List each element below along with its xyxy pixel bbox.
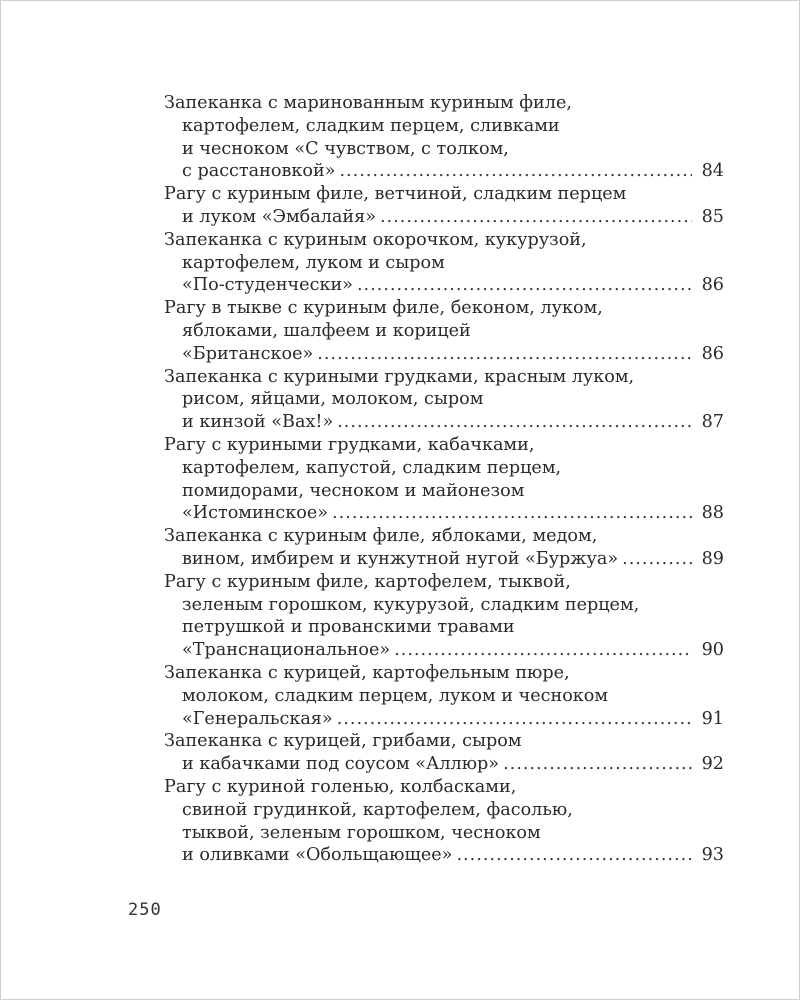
- toc-entry-title-end: и кабачками под соусом «Аллюр»: [182, 754, 500, 775]
- toc-entry-line: тыквой, зеленым горошком, чесноком: [182, 822, 541, 843]
- dot-leader: [456, 844, 692, 867]
- toc-entry-last-line: [164, 548, 724, 571]
- toc-entry-title-end: вином, имбирем и кунжутной нугой «Буржуа»: [182, 548, 619, 569]
- toc-entry: [164, 229, 724, 297]
- toc-entry: [164, 183, 724, 229]
- toc-entry-last-line: [164, 844, 724, 867]
- page-number: 250: [128, 900, 162, 920]
- toc-entry-last-line: [164, 206, 724, 229]
- toc-entry-title-end: и оливками «Обольщающее»: [182, 845, 453, 866]
- toc-entry-line: зеленым горошком, кукурузой, сладким перцем,: [182, 594, 640, 615]
- toc-entry-line: Рагу с куриной голенью, колбасками,: [164, 776, 517, 797]
- toc-entry-title-end: с расстановкой»: [182, 161, 336, 182]
- toc-entry-page: 89: [701, 548, 724, 569]
- toc-entry-last-line: [164, 753, 724, 776]
- toc-entry-line: Рагу в тыкве с куриным филе, беконом, луком,: [164, 298, 603, 319]
- toc-entry: [164, 776, 724, 867]
- toc-entry-title-end: «Генеральская»: [182, 708, 333, 729]
- toc-entry: [164, 366, 724, 434]
- dot-leader: [339, 160, 692, 183]
- toc-entry-line: картофелем, капустой, сладким перцем,: [182, 457, 562, 478]
- toc-entry-line: Запеканка с курицей, картофельным пюре,: [164, 662, 570, 683]
- toc-entry-line: Запеканка с куриными грудками, красным луком,: [164, 366, 635, 387]
- toc-entry-page: 85: [701, 206, 724, 227]
- toc-entry-title-end: «По-студенчески»: [182, 275, 353, 296]
- toc-entry: [164, 571, 724, 662]
- toc-entry-line: помидорами, чесноком и майонезом: [182, 480, 525, 501]
- dot-leader: [337, 708, 692, 731]
- toc-entry-last-line: [164, 274, 724, 297]
- toc-entry-last-line: [164, 708, 724, 731]
- toc-entry-line: рисом, яйцами, молоком, сыром: [182, 389, 484, 410]
- toc-entry-last-line: [164, 502, 724, 525]
- toc-entry-page: 86: [701, 275, 724, 296]
- toc-entry-line: картофелем, луком и сыром: [182, 252, 445, 273]
- toc-entry-line: свиной грудинкой, картофелем, фасолью,: [182, 799, 573, 820]
- toc-entry-line: Рагу с куриными грудками, кабачками,: [164, 434, 535, 455]
- toc-entry-title-end: и кинзой «Вах!»: [182, 412, 334, 433]
- dot-leader: [357, 274, 692, 297]
- toc-entry-line: молоком, сладким перцем, луком и чесноком: [182, 685, 609, 706]
- toc-entry-page: 84: [701, 161, 724, 182]
- toc-entry-title-end: и луком «Эмбалайя»: [182, 206, 376, 227]
- toc-entry-title-end: «Британское»: [182, 343, 314, 364]
- toc-entry-line: Запеканка с куриным окорочком, кукурузой,: [164, 229, 587, 250]
- toc-entry: [164, 92, 724, 183]
- toc-entry-title-end: «Транснациональное»: [182, 640, 391, 661]
- toc-entry-line: Рагу с куриным филе, ветчиной, сладким перцем: [164, 184, 627, 205]
- toc-entry-page: 90: [701, 640, 724, 661]
- toc-entry: [164, 434, 724, 525]
- toc-entry-line: картофелем, сладким перцем, сливками: [182, 115, 560, 136]
- toc-entry-page: 93: [701, 845, 724, 866]
- toc-entry-page: 88: [701, 503, 724, 524]
- dot-leader: [317, 343, 692, 366]
- toc-entry-line: Запеканка с курицей, грибами, сыром: [164, 731, 522, 752]
- toc-entry: [164, 525, 724, 571]
- toc-entry-line: яблоками, шалфеем и корицей: [182, 320, 471, 341]
- toc-entry-line: Рагу с куриным филе, картофелем, тыквой,: [164, 571, 571, 592]
- toc-entry: [164, 297, 724, 365]
- dot-leader: [622, 548, 692, 571]
- toc-entry-page: 91: [701, 708, 724, 729]
- toc-entry-page: 87: [701, 412, 724, 433]
- toc-entry: [164, 730, 724, 776]
- toc-entry-line: петрушкой и прованскими травами: [182, 617, 515, 638]
- toc-entry-line: Запеканка с куриным филе, яблоками, медом,: [164, 526, 598, 547]
- dot-leader: [503, 753, 692, 776]
- toc-entry-line: и чесноком «С чувством, с толком,: [182, 138, 509, 159]
- toc-entry-last-line: [164, 343, 724, 366]
- toc-entry-last-line: [164, 160, 724, 183]
- toc-entry-last-line: [164, 411, 724, 434]
- dot-leader: [337, 411, 692, 434]
- toc-entry-last-line: [164, 639, 724, 662]
- toc-entry-line: Запеканка с маринованным куриным филе,: [164, 93, 572, 113]
- dot-leader: [332, 502, 692, 525]
- toc-entry: [164, 662, 724, 730]
- toc-entry-title-end: «Истоминское»: [182, 503, 329, 524]
- toc-entry-page: 86: [701, 343, 724, 364]
- toc-entry-page: 92: [701, 754, 724, 775]
- table-of-contents: [164, 92, 724, 867]
- dot-leader: [380, 206, 692, 229]
- dot-leader: [394, 639, 692, 662]
